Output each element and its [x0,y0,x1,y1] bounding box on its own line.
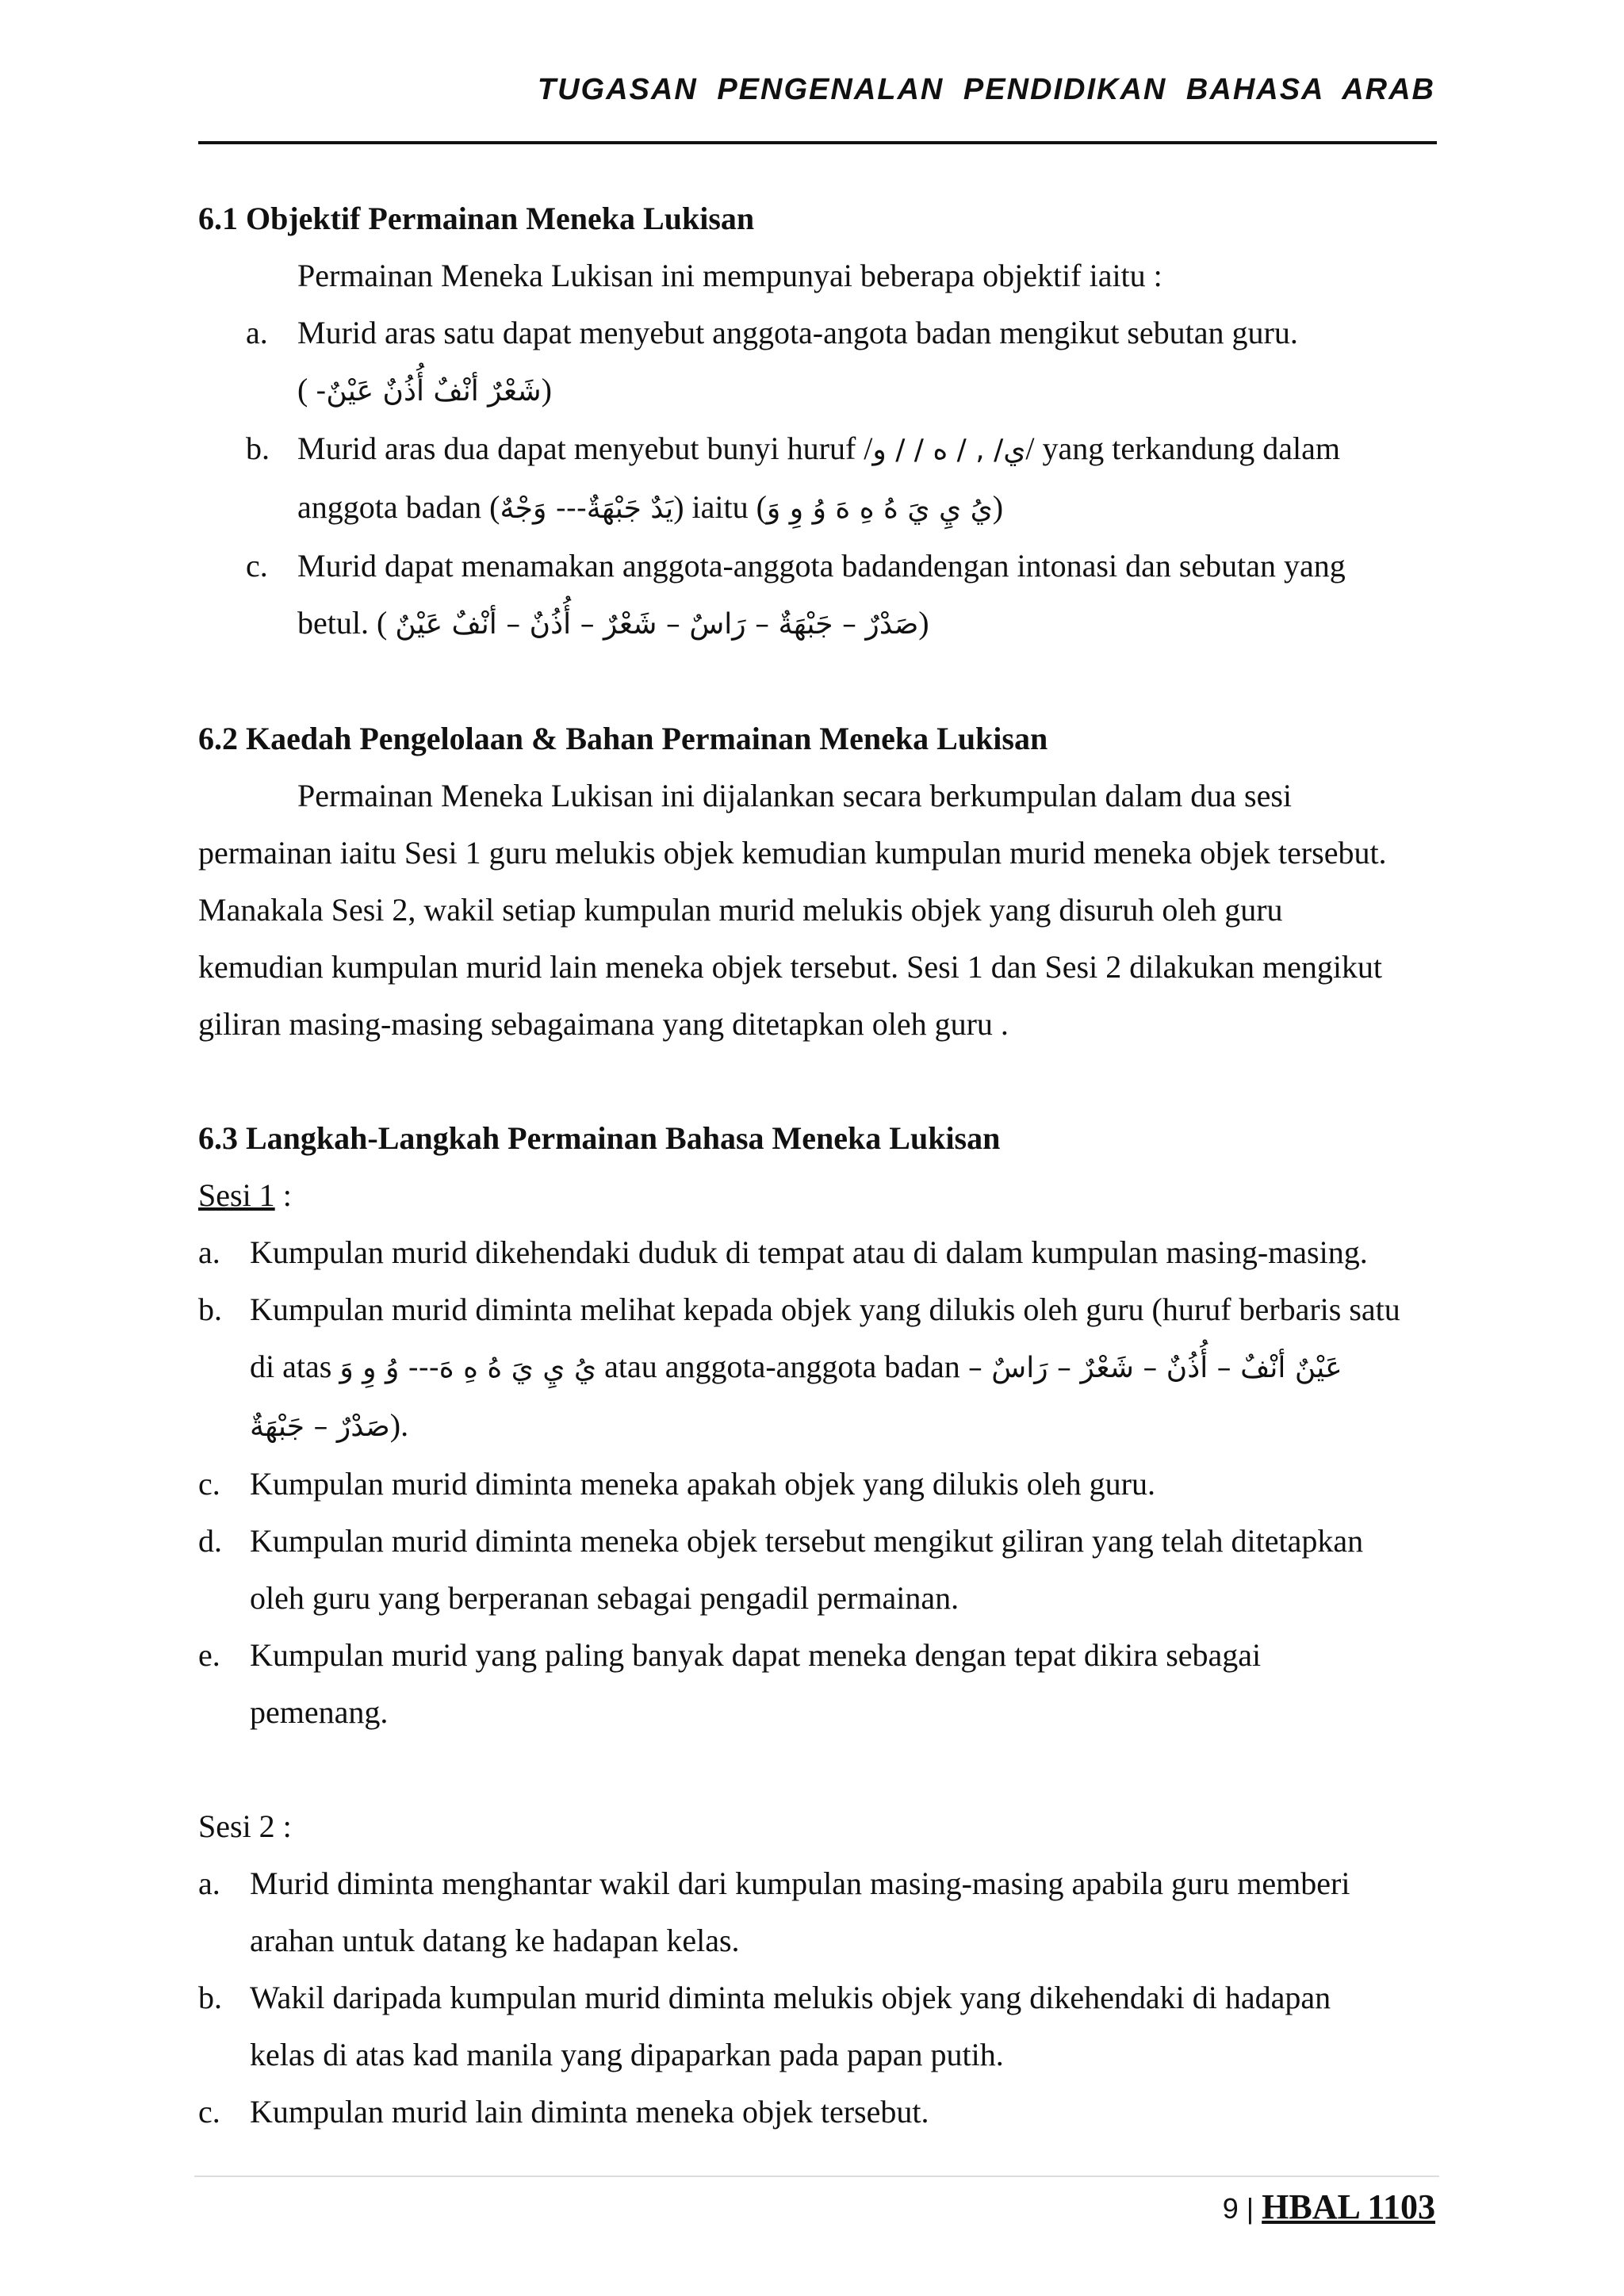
heading-6-2: 6.2 Kaedah Pengelolaan & Bahan Permainan Meneka Lukisan [198,721,1048,756]
list-text: Kumpulan murid diminta meneka apakah objek yang dilukis oleh guru. [250,1466,1155,1502]
course-code: HBAL 1103 [1262,2187,1435,2226]
paragraph-6-2-line: Manakala Sesi 2, wakil setiap kumpulan murid melukis objek yang disuruh oleh guru [198,892,1283,928]
list-text: Murid dapat menamakan anggota-anggota badandengan intonasi dan sebutan yang [297,548,1346,584]
paragraph-6-2-line: Permainan Meneka Lukisan ini dijalankan secara berkumpulan dalam dua sesi [297,778,1293,813]
list-text: di atas [250,1349,340,1384]
list-text: ) [992,489,1004,525]
document-body [198,190,1435,2141]
list-marker: a. [198,1866,220,1901]
arabic-text: صَدْرٌ – جَبْهَةٌ – رَاسٌ – شَعْرٌ – أُذُنٌ – أنْفٌ عَيْنٌ [395,608,919,641]
list-text: Kumpulan murid diminta meneka objek tersebut mengikut giliran yang telah ditetapkan [250,1523,1364,1559]
list-text: atau anggota-anggota badan [596,1349,968,1384]
arabic-text: يُ يِ يَ هُ هِ هَ--- وُ وِ وَ [339,1352,597,1384]
list-text: Murid aras dua dapat menyebut bunyi huruf / [297,430,873,466]
list-marker: b. [198,1292,222,1327]
paragraph-6-2-line: kemudian kumpulan murid lain meneka objek tersebut. Sesi 1 dan Sesi 2 dilakukan mengikut [198,949,1383,985]
list-text: pemenang. [250,1694,389,1730]
list-item-sesi1-b [198,1281,1435,1456]
list-text: oleh guru yang berperanan sebagai pengadil permainan. [250,1580,959,1616]
heading-6-3: 6.3 Langkah-Langkah Permainan Bahasa Meneka Lukisan [198,1120,1001,1156]
paragraph-6-1-intro: Permainan Meneka Lukisan ini mempunyai beberapa objektif iaitu : [297,258,1162,293]
list-text-open: ( [297,372,316,408]
sesi-1-colon: : [274,1177,292,1213]
list-text: Kumpulan murid diminta melihat kepada objek yang dilukis oleh guru (huruf berbaris satu [250,1292,1400,1327]
list-item-6-1-a [198,304,1435,420]
list-marker: a. [198,1234,220,1270]
sesi-2-label: Sesi 2 : [198,1808,292,1844]
list-text: Murid diminta menghantar wakil dari kumpulan masing-masing apabila guru memberi [250,1866,1350,1901]
list-marker: d. [198,1523,222,1559]
sesi-1-label-text: Sesi 1 [198,1177,275,1213]
arabic-text: يَدٌ جَبْهَةٌ--- وَجْهٌ [500,492,674,525]
list-text: kelas di atas kad manila yang dipaparkan pada papan putih. [250,2037,1004,2072]
list-marker: b. [246,430,270,466]
list-marker: c. [198,2094,220,2130]
page-header: TUGASAN PENGENALAN PENDIDIKAN BAHASA ARAB [537,73,1435,106]
header-rule [198,141,1437,144]
arabic-text: شَعْرٌ أنْفٌ أُذُنٌ عَيْنٌ- [316,375,542,408]
sesi-1-label [198,1167,1435,1224]
list-text: Kumpulan murid dikehendaki duduk di tempat atau di dalam kumpulan masing-masing. [250,1234,1368,1270]
list-item-6-1-c [198,538,1435,653]
list-item-sesi2-a [198,1855,1435,1969]
arabic-text: عَيْنٌ أنْفٌ – أُذُنٌ – شَعْرٌ – رَاسٌ – [967,1352,1342,1384]
list-marker: c. [198,1466,220,1502]
list-item-sesi2-c [198,2084,1435,2141]
list-text: anggota badan ( [297,489,500,525]
list-text: Kumpulan murid lain diminta meneka objek tersebut. [250,2094,929,2130]
list-item-sesi2-b [198,1969,1435,2084]
list-text: arahan untuk datang ke hadapan kelas. [250,1923,740,1958]
list-marker: a. [246,315,268,350]
list-item-sesi1-c [198,1456,1435,1513]
list-text-close: ) [541,372,552,408]
list-text: ). [389,1407,409,1443]
list-text: ) [918,605,929,641]
list-text: Wakil daripada kumpulan murid diminta melukis objek yang dikehendaki di hadapan [250,1980,1331,2015]
arabic-text: ي/ , / ه / / و [872,434,1026,466]
list-text: ) iaitu ( [673,489,767,525]
list-item-sesi1-d [198,1513,1435,1627]
list-text: Kumpulan murid yang paling banyak dapat meneka dengan tepat dikira sebagai [250,1637,1262,1673]
heading-6-1: 6.1 Objektif Permainan Meneka Lukisan [198,201,755,236]
list-item-6-1-b [198,420,1435,538]
footer-rule [194,2175,1439,2177]
arabic-text: صَدْرٌ – جَبْهَةٌ [250,1410,390,1443]
paragraph-6-2-line: permainan iaitu Sesi 1 guru melukis objek kemudian kumpulan murid meneka objek tersebut. [198,835,1387,871]
page-number: 9 | [1222,2192,1262,2225]
paragraph-6-2-line: giliran masing-masing sebagaimana yang ditetapkan oleh guru . [198,1006,1009,1042]
list-text: / yang terkandung dalam [1025,430,1340,466]
list-marker: e. [198,1637,220,1673]
page-footer [198,2187,1435,2227]
list-marker: b. [198,1980,222,2015]
list-marker: c. [246,548,268,584]
list-text: betul. ( [297,605,396,641]
list-item-sesi1-a [198,1224,1435,1281]
arabic-text: يُ يِ يَ هُ هِ هَ وُ وِ وَ [766,492,993,525]
list-item-sesi1-e [198,1627,1435,1741]
list-text: Murid aras satu dapat menyebut anggota-angota badan mengikut sebutan guru. [297,315,1298,350]
